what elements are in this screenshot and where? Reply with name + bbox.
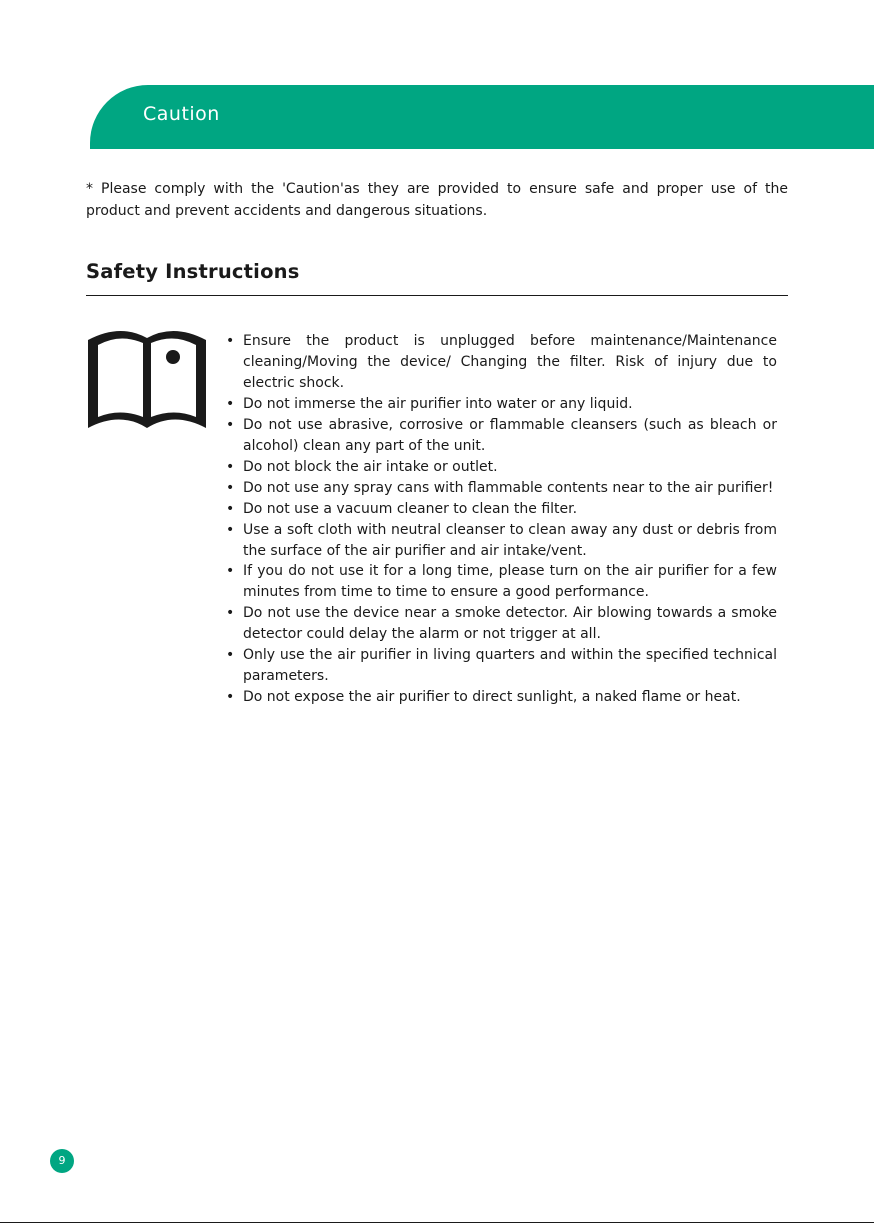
bullet-dot: •	[226, 563, 235, 580]
list-item	[226, 687, 777, 708]
manual-book-icon	[84, 324, 210, 438]
bullet-dot: •	[226, 458, 235, 475]
list-item-text: Do not immerse the air purifier into water or any liquid.	[243, 395, 633, 412]
list-item-text: Only use the air purifier in living quarters and within the specified technical parameters.	[243, 647, 777, 685]
bullet-dot: •	[226, 500, 235, 517]
list-item-text: Do not use a vacuum cleaner to clean the filter.	[243, 500, 578, 517]
list-item-text: Do not block the air intake or outlet.	[243, 458, 498, 475]
list-item-text: If you do not use it for a long time, please turn on the air purifier for a few minutes from time to time to ensure a good performance.	[243, 563, 777, 601]
list-item	[226, 645, 777, 687]
list-item	[226, 478, 777, 499]
bullet-dot: •	[226, 416, 235, 433]
banner-title: Caution	[143, 103, 220, 125]
list-item-text: Do not use the device near a smoke detector. Air blowing towards a smoke detector could delay the alarm or not trigger at all.	[243, 605, 777, 643]
bullet-dot: •	[226, 605, 235, 622]
list-item	[226, 331, 777, 394]
list-item-text: Do not expose the air purifier to direct sunlight, a naked flame or heat.	[243, 689, 741, 706]
list-item-text: Use a soft cloth with neutral cleanser to clean away any dust or debris from the surface of the air purifier and air intake/vent.	[243, 521, 777, 559]
list-item	[226, 520, 777, 562]
list-item	[226, 499, 777, 520]
bullet-dot: •	[226, 333, 235, 349]
bullet-dot: •	[226, 647, 235, 664]
list-item	[226, 603, 777, 645]
list-item-text: Ensure the product is unplugged before maintenance/Maintenance cleaning/Moving the device/ Changing the filter. Risk of injury due to electric shock.	[243, 333, 777, 391]
page-bottom-divider	[0, 1222, 874, 1223]
caution-banner	[90, 85, 874, 149]
section-title: Safety Instructions	[86, 260, 300, 283]
list-item	[226, 457, 777, 478]
bullet-dot: •	[226, 689, 235, 706]
list-item-text: Do not use any spray cans with flammable contents near to the air purifier!	[243, 479, 774, 496]
intro-text: * Please comply with the 'Caution'as they are provided to ensure safe and proper use of the product and prevent accidents and dangerous situations.	[86, 181, 788, 219]
section-divider	[86, 295, 788, 296]
list-item	[226, 561, 777, 603]
page-number-badge: 9	[50, 1149, 74, 1173]
bullet-dot: •	[226, 395, 235, 412]
bullet-dot: •	[226, 521, 235, 538]
safety-instructions-list	[226, 331, 777, 708]
bullet-dot: •	[226, 479, 235, 496]
list-item	[226, 394, 777, 415]
list-item	[226, 415, 777, 457]
list-item-text: Do not use abrasive, corrosive or flammable cleansers (such as bleach or alcohol) clean any part of the unit.	[243, 416, 777, 454]
